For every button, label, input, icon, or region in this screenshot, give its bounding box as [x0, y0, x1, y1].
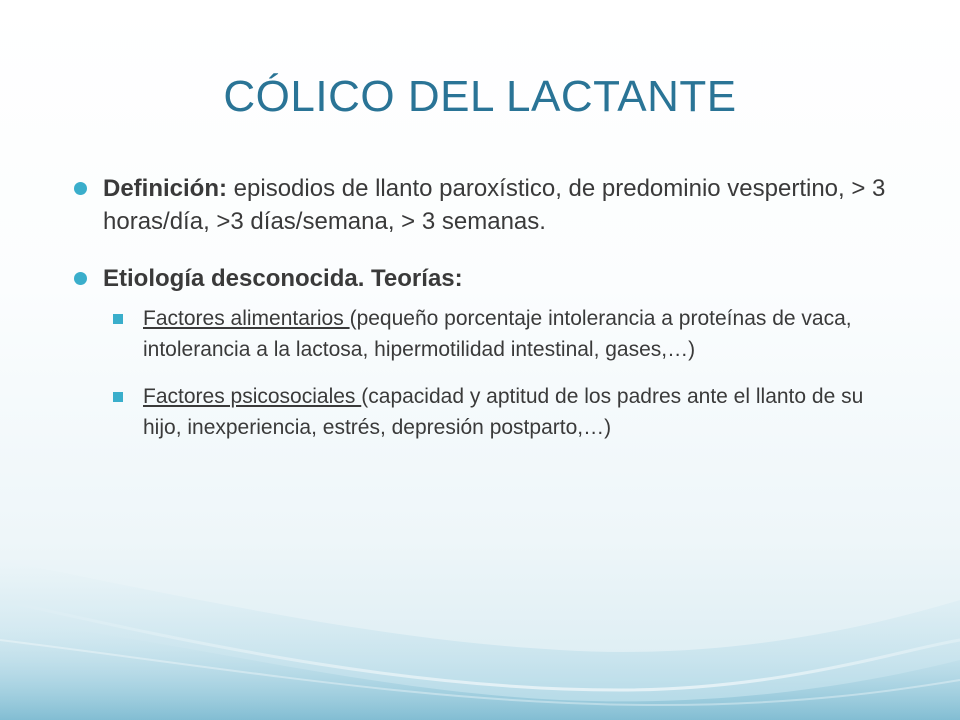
alimentarios-text: (pequeño porcentaje intolerancia a proteínas de vaca, intolerancia a la lactosa, hipermotilidad intestinal, gases,…): [143, 307, 852, 361]
sub-bullet-alimentarios: [143, 303, 902, 365]
etiologia-label: Etiología desconocida. Teorías:: [103, 265, 463, 292]
square-bullet-icon: [113, 314, 123, 324]
alimentarios-heading: Factores alimentarios: [143, 307, 350, 330]
psicosociales-text: (capacidad y aptitud de los padres ante el llanto de su hijo, inexperiencia, estrés, depresión postparto,…): [143, 385, 864, 439]
psicosociales-heading: Factores psicosociales: [143, 385, 362, 408]
bullet-definicion: [72, 172, 902, 238]
sub-bullet-psicosociales: [143, 381, 902, 443]
slide-title: CÓLICO DEL LACTANTE: [223, 72, 737, 121]
bullet-etiologia: [72, 262, 902, 295]
definicion-text: episodios de llanto paroxístico, de predominio vespertino, > 3 horas/día, >3 días/semana, > 3 semanas.: [103, 175, 886, 235]
square-bullet-icon: [113, 392, 123, 402]
circle-bullet-icon: [74, 272, 87, 285]
circle-bullet-icon: [74, 182, 87, 195]
definicion-label: Definición:: [103, 175, 227, 202]
bullet-list: [72, 172, 902, 443]
